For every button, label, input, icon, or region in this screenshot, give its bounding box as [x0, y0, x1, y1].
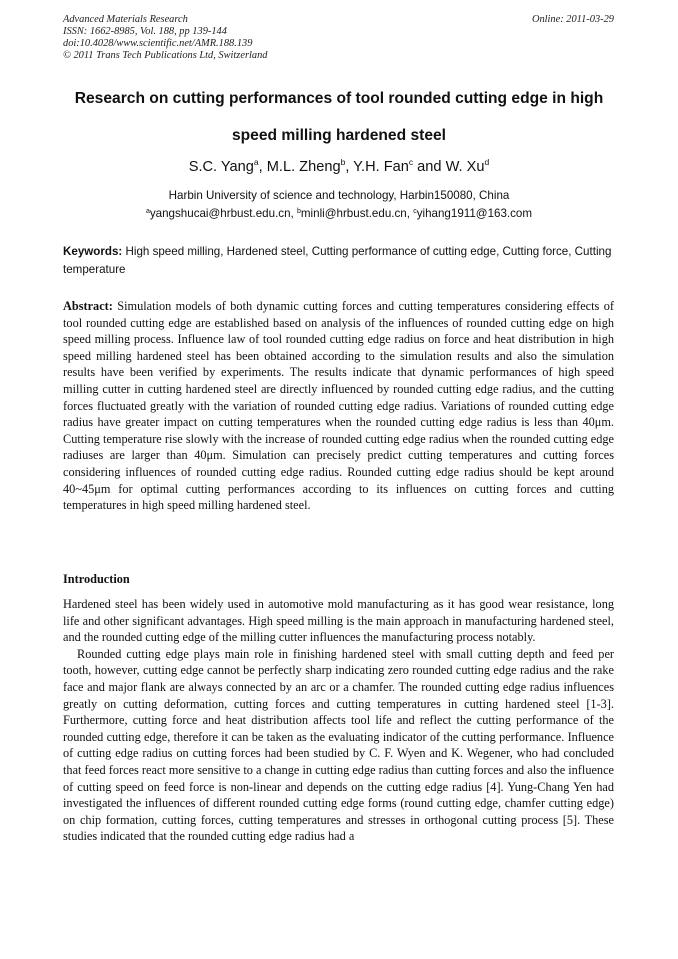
paper-title-line-1: Research on cutting performances of tool rounded cutting edge in high [74, 90, 604, 107]
email-c: yihang1911@163.com [416, 207, 533, 220]
introduction-paragraph-1: Hardened steel has been widely used in automotive mold manufacturing as it has good wear resistance, long life and other significant advantages. High speed milling is the main approach in manufacturing hardened steel, and the rounded cutting edge of the milling cutter influences the manufacturing process notably. [63, 597, 614, 645]
author-3: Y.H. Fan [353, 159, 409, 175]
introduction-heading: Introduction [63, 572, 130, 586]
abstract-text: Simulation models of both dynamic cutting forces and cutting temperatures considering effects of tool rounded cutting edge are established based on analysis of the influences of rounded cutting edge on high speed milling process. Influence law of tool rounded cutting edge radius on force and heat distribution in high speed milling hardened steel has been obtained according to the simulation results and also the simulation results have been verified by experiments. The results indicate that dynamic performances of high speed milling cutter in cutting hardened steel are directly influenced by rounded cutting edge radius, and the cutting forces fluctuated greatly with the variation of rounded cutting edge radius. Variations of rounded cutting edge radius have greater impact on cutting temperatures when the rounded cutting edge radius is less than 40μm. Cutting temperature rise slowly with the increase of rounded cutting edge radius when the rounded cutting edge radiuses are larger than 40μm. Simulation can precisely predict cutting temperatures and cutting forces considering influences of rounded cutting edge radius. Rounded cutting edge radius should be kept around 40~45μm for optimal cutting performances according to its influences on cutting forces and cutting temperatures in high speed milling hardened steel. [63, 299, 614, 513]
author-separator: , [258, 159, 267, 175]
affiliation-emails [40, 207, 638, 221]
author-1-affil: a [253, 157, 259, 167]
abstract-section [63, 298, 614, 514]
author-3-affil: c [408, 157, 414, 167]
keywords-label: Keywords: [63, 245, 123, 258]
email-c-marker: c [413, 208, 417, 215]
author-1: S.C. Yang [188, 159, 254, 175]
email-b: minli@hrbust.edu.cn, [300, 207, 414, 220]
paper-title-line-2: speed milling hardened steel [231, 127, 447, 144]
author-4: W. Xu [445, 159, 485, 175]
author-2-affil: b [340, 157, 346, 167]
keywords-text: High speed milling, Hardened steel, Cutting performance of cutting edge, Cutting force, Cutting temperature [63, 245, 612, 276]
affiliation-institution: Harbin University of science and technology, Harbin150080, China [168, 189, 510, 202]
online-date: Online: 2011-03-29 [531, 14, 614, 25]
author-list [40, 158, 638, 176]
email-a: yangshucai@hrbust.edu.cn, [149, 207, 297, 220]
email-a-marker: a [145, 208, 150, 215]
issn-line: ISSN: 1662-8985, Vol. 188, pp 139-144 [63, 26, 227, 37]
copyright-line: © 2011 Trans Tech Publications Ltd, Switzerland [63, 50, 268, 61]
doi-line: doi:10.4028/www.scientific.net/AMR.188.139 [63, 38, 253, 49]
author-separator: , [345, 159, 354, 175]
keywords-section [63, 243, 614, 279]
email-b-marker: b [296, 208, 301, 215]
introduction-paragraph-2: Rounded cutting edge plays main role in finishing hardened steel with small cutting depth and feed per tooth, however, cutting edge cannot be perfectly sharp indicating zero rounded cutting edge radius and the rake face and major flank are always connected by an arc or a chamfer. The rounded cutting edge radius influences greatly on cutting deformation, cutting forces and cutting temperatures in cutting hardened steel [1-3]. Furthermore, cutting force and heat distribution affects tool life and reflect the cutting performance of the rounded cutting edge, therefore it can be taken as the evaluating indicator of the cutting performance. Influence of cutting edge radius on cutting forces had been studied by C. F. Wyen and K. Wegener, who had concluded that feed forces react more sensitive to a change in cutting edge radius than cutting forces and also the influence of cutting speed on feed force is non-linear and depends on the cutting edge radius [4]. Yung-Chang Yen had investigated the influences of different rounded cutting edge forms (round cutting edge, chamfer cutting edge) on chip formation, cutting forces, cutting temperatures and stresses in orthogonal cutting process [5]. These studies indicated that the rounded cutting edge radius had a [63, 646, 614, 844]
author-2: M.L. Zheng [266, 159, 341, 175]
author-conjunction: and [413, 159, 446, 175]
journal-header [63, 14, 267, 62]
journal-name: Advanced Materials Research [63, 14, 188, 25]
introduction-section [63, 596, 614, 845]
author-4-affil: d [484, 157, 490, 167]
abstract-label: Abstract: [63, 299, 113, 313]
